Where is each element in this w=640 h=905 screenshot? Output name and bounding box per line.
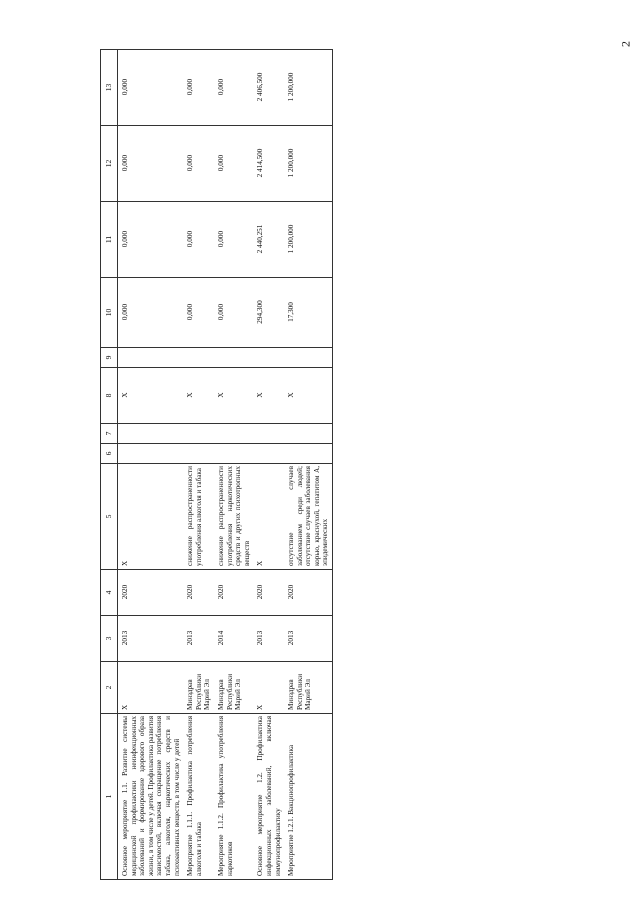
amount-cell: 0,000 (183, 278, 214, 348)
end-year-cell: 2020 (183, 570, 214, 616)
column-header: 6 (101, 444, 118, 464)
start-year-cell: 2013 (118, 616, 184, 662)
amount-cell: 1 200,000 (284, 50, 332, 126)
row-name-cell: Основное мероприятие 1.2. Профилактика инфекционных заболеваний, включая иммунопрофилактику (253, 714, 284, 880)
code-cell (253, 424, 284, 444)
amount-cell: 0,000 (118, 278, 184, 348)
table-row (284, 50, 332, 880)
start-year-cell: 2013 (183, 616, 214, 662)
amount-cell: 294,300 (253, 278, 284, 348)
column-header: 2 (101, 662, 118, 714)
row-name-cell: Мероприятие 1.1.2. Профилактика употребления наркотиков (214, 714, 253, 880)
column-header: 1 (101, 714, 118, 880)
column-header: 9 (101, 348, 118, 368)
executor-cell: Минздрав Республики Марий Эл (183, 662, 214, 714)
code-cell: X (118, 368, 184, 424)
amount-cell: 17,300 (284, 278, 332, 348)
column-header: 10 (101, 278, 118, 348)
column-header: 3 (101, 616, 118, 662)
table-row (253, 50, 284, 880)
end-year-cell: 2020 (253, 570, 284, 616)
row-name-cell: Мероприятие 1.1.1. Профилактика потребления алкоголя и табака (183, 714, 214, 880)
code-cell (183, 444, 214, 464)
table-header-row (101, 50, 118, 880)
table-row (214, 50, 253, 880)
amount-cell: 2 440,251 (253, 202, 284, 278)
amount-cell: 0,000 (183, 202, 214, 278)
code-cell (214, 424, 253, 444)
code-cell: X (253, 368, 284, 424)
code-cell: X (183, 368, 214, 424)
amount-cell: 0,000 (214, 278, 253, 348)
executor-cell: X (253, 662, 284, 714)
expected-result-cell: X (253, 464, 284, 570)
amount-cell: 1 200,000 (284, 126, 332, 202)
code-cell: X (284, 368, 332, 424)
program-measures-table (100, 49, 333, 880)
start-year-cell: 2014 (214, 616, 253, 662)
code-cell (118, 424, 184, 444)
amount-cell: 0,000 (183, 126, 214, 202)
code-cell (284, 424, 332, 444)
executor-cell: Минздрав Республики Марий Эл (284, 662, 332, 714)
executor-cell: X (118, 662, 184, 714)
code-cell (253, 348, 284, 368)
amount-cell: 0,000 (118, 126, 184, 202)
code-cell (214, 348, 253, 368)
start-year-cell: 2013 (284, 616, 332, 662)
table-body (118, 50, 333, 880)
column-header: 12 (101, 126, 118, 202)
rotated-table-sheet (100, 50, 530, 880)
end-year-cell: 2020 (214, 570, 253, 616)
code-cell (284, 444, 332, 464)
amount-cell: 2 406,500 (253, 50, 284, 126)
column-header: 13 (101, 50, 118, 126)
amount-cell: 0,000 (118, 50, 184, 126)
column-header: 8 (101, 368, 118, 424)
code-cell: X (214, 368, 253, 424)
column-header: 4 (101, 570, 118, 616)
column-header: 7 (101, 424, 118, 444)
column-header: 11 (101, 202, 118, 278)
code-cell (118, 348, 184, 368)
table-row (183, 50, 214, 880)
code-cell (118, 444, 184, 464)
expected-result-cell: снижение распространенности употребления алкоголя и табака (183, 464, 214, 570)
end-year-cell: 2020 (118, 570, 184, 616)
row-name-cell: Мероприятие 1.2.1. Вакцинопрофилактика (284, 714, 332, 880)
amount-cell: 2 414,500 (253, 126, 284, 202)
amount-cell: 0,000 (214, 50, 253, 126)
table-row (118, 50, 184, 880)
code-cell (284, 348, 332, 368)
executor-cell: Минздрав Республики Марий Эл (214, 662, 253, 714)
amount-cell: 0,000 (183, 50, 214, 126)
page-number: 2 (618, 41, 633, 47)
code-cell (183, 348, 214, 368)
column-header: 5 (101, 464, 118, 570)
amount-cell: 1 200,000 (284, 202, 332, 278)
expected-result-cell: отсутствие случаев заболеванием среди людей; отсутствие случаев заболевания корью, краснухой, гепатитом А, эпидемических (284, 464, 332, 570)
row-name-cell: Основное мероприятие 1.1. Развитие системы медицинской профилактики неинфекционных заболеваний и формирование здорового образа жизни, в том числе у детей. Профилактика развития зависимостей, включая сокращение потребления табака, алкоголя, наркотических средств и психоактивных веществ, в том числе у детей (118, 714, 184, 880)
code-cell (214, 444, 253, 464)
amount-cell: 0,000 (118, 202, 184, 278)
expected-result-cell: X (118, 464, 184, 570)
code-cell (253, 444, 284, 464)
amount-cell: 0,000 (214, 202, 253, 278)
amount-cell: 0,000 (214, 126, 253, 202)
expected-result-cell: снижение распространенности употребления наркотических средств и других психотропных веществ (214, 464, 253, 570)
start-year-cell: 2013 (253, 616, 284, 662)
end-year-cell: 2020 (284, 570, 332, 616)
code-cell (183, 424, 214, 444)
